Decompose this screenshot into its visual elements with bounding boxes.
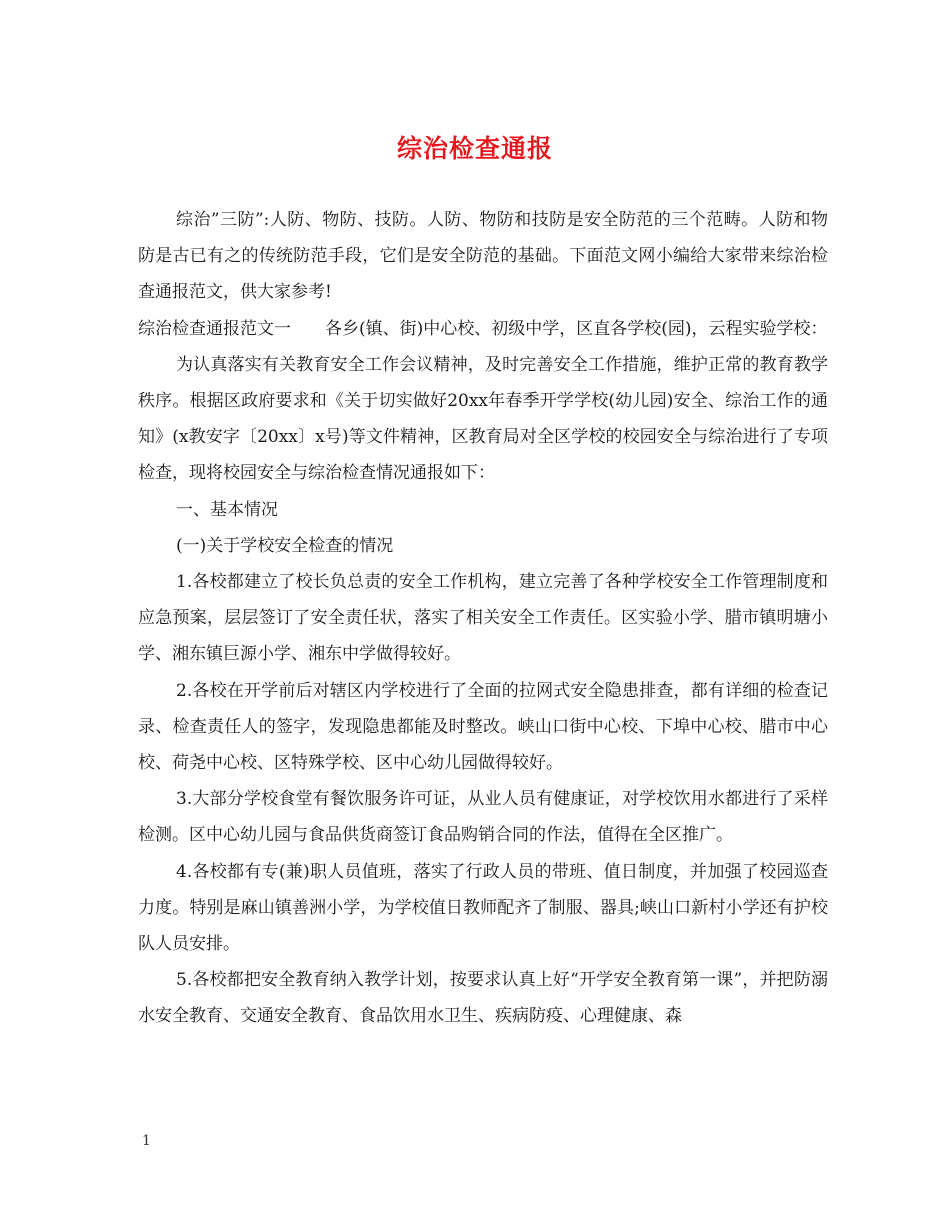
document-body <box>138 202 828 1035</box>
list-item-5: 5.各校都把安全教育纳入教学计划，按要求认真上好“开学安全教育第一课”，并把防溺水安全教育、交通安全教育、食品饮用水卫生、疾病防疫、心理健康、森 <box>138 970 828 1027</box>
list-item-2: 2.各校在开学前后对辖区内学校进行了全面的拉网式安全隐患排查，都有详细的检查记录、检查责任人的签字，发现隐患都能及时整改。峡山口街中心校、下埠中心校、腊市中心校、荷尧中心校、区特殊学校、区中心幼儿园做得较好。 <box>138 680 828 774</box>
paragraph-purpose: 为认真落实有关教育安全工作会议精神，及时完善安全工作措施，维护正常的教育教学秩序。根据区政府要求和《关于切实做好20xx年春季开学学校(幼儿园)安全、综治工作的通知》(x教安字〔20xx〕x号)等文件精神，区教育局对全区学校的校园安全与综治进行了专项检查，现将校园安全与综治检查情况通报如下： <box>138 354 828 484</box>
document-title: 综治检查通报 <box>396 134 553 163</box>
page-number: 1 <box>142 1133 151 1149</box>
list-item-3: 3.大部分学校食堂有餐饮服务许可证，从业人员有健康证，对学校饮用水都进行了采样检测。区中心幼儿园与食品供货商签订食品购销合同的作法，值得在全区推广。 <box>138 789 828 846</box>
list-item-4: 4.各校都有专(兼)职人员值班，落实了行政人员的带班、值日制度，并加强了校园巡查力度。特别是麻山镇善洲小学，为学校值日教师配齐了制服、器具;峡山口新村小学还有护校队人员安排。 <box>138 861 828 955</box>
paragraph-sample-heading: 综治检查通报范文一 各乡(镇、街)中心校、初级中学，区直各学校(园)，云程实验学校： <box>138 318 828 339</box>
paragraph-intro: 综治”三防”:人防、物防、技防。人防、物防和技防是安全防范的三个范畴。人防和物防是古已有之的传统防范手段，它们是安全防范的基础。下面范文网小编给大家带来综治检查通报范文，供大家参考! <box>138 210 828 303</box>
subsection-heading-safety-check: (一)关于学校安全检查的情况 <box>176 535 394 556</box>
section-heading-basic: 一、基本情况 <box>176 499 278 520</box>
list-item-1: 1.各校都建立了校长负总责的安全工作机构，建立完善了各种学校安全工作管理制度和应急预案，层层签订了安全责任状，落实了相关安全工作责任。区实验小学、腊市镇明塘小学、湘东镇巨源小学、湘东中学做得较好。 <box>138 572 828 665</box>
